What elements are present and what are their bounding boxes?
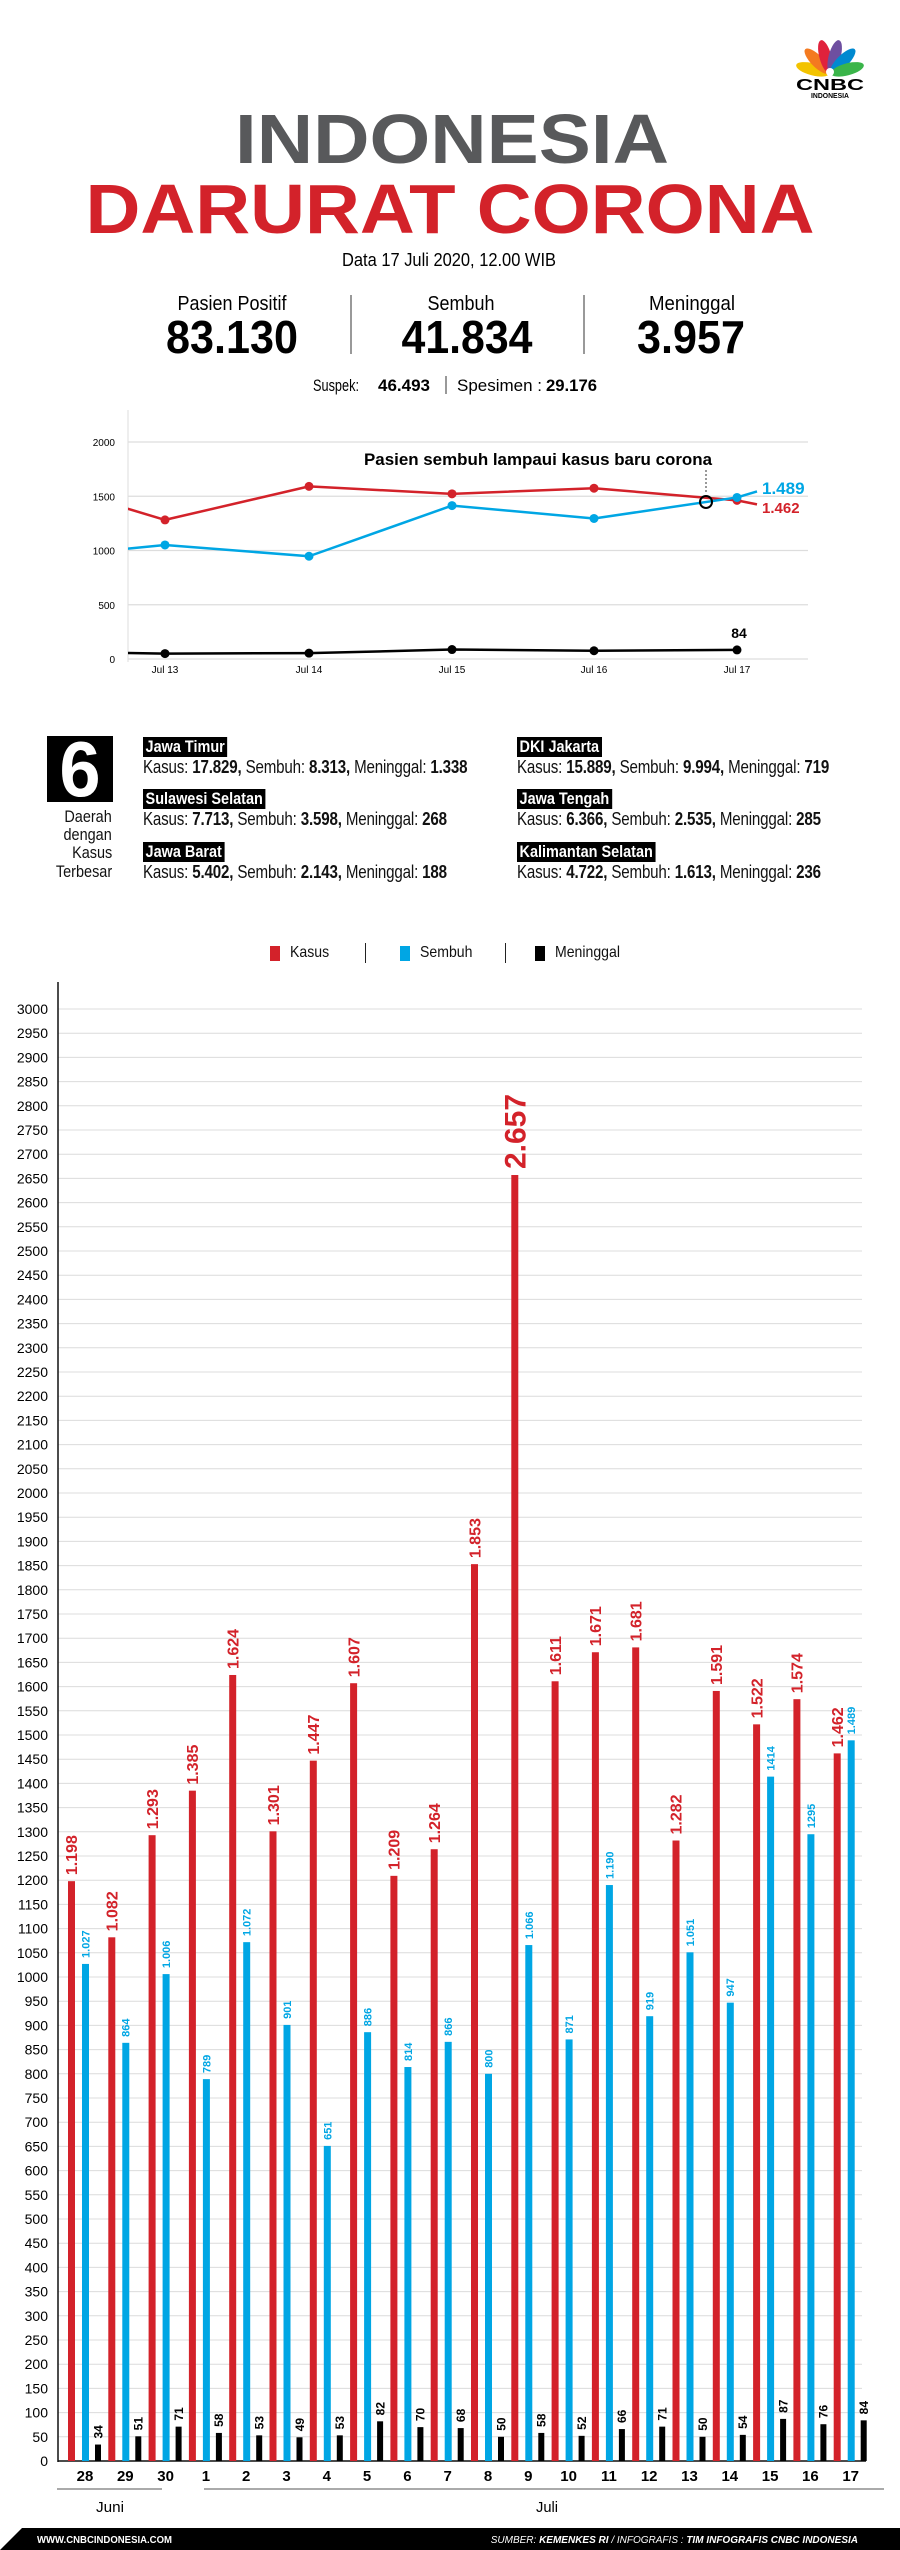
bar-chart-ytick: 0: [40, 2453, 48, 2469]
bar-label-meninggal: 52: [574, 2416, 589, 2430]
bar-label-sembuh: 1414: [765, 1746, 778, 1771]
bar-chart-ytick: 1450: [16, 1751, 48, 1768]
bar-chart-ytick: 2400: [16, 1291, 48, 1308]
bar-meninggal: [458, 2428, 464, 2461]
bar-chart-ytick: 1850: [16, 1557, 48, 1574]
bar-chart-ytick: 2700: [16, 1146, 48, 1163]
bar-label-sembuh: 1.190: [604, 1851, 617, 1880]
stat-label-positif: Pasien Positif: [177, 293, 287, 315]
region-value-kasus: 4.722,: [566, 862, 608, 882]
bar-chart-ytick: 2850: [16, 1073, 48, 1090]
bar-kasus: [552, 1681, 559, 2461]
bar-chart-ytick: 2600: [16, 1194, 48, 1211]
bar-chart-ytick: 1800: [16, 1581, 48, 1598]
region-value-meninggal: 236: [796, 862, 821, 882]
bar-chart-ytick: 2250: [16, 1364, 48, 1380]
footer-info-label: / INFOGRAFIS :: [611, 2535, 684, 2546]
bar-chart-ytick: 2500: [16, 1243, 48, 1259]
bar-label-sembuh: 864: [120, 2018, 133, 2037]
bar-sembuh: [727, 2003, 734, 2461]
region-value-sembuh: 3.598,: [300, 809, 342, 829]
region-name: Sulawesi Selatan: [143, 789, 265, 809]
bar-chart-ytick: 2100: [16, 1436, 48, 1453]
region-name: DKI Jakarta: [517, 737, 602, 757]
bar-chart-xtick: 11: [600, 2468, 617, 2485]
bar-label-kasus: 1.607: [346, 1637, 364, 1678]
bar-chart-ytick: 1400: [16, 1775, 48, 1792]
region-caption-line: Daerah: [64, 807, 112, 826]
bar-meninggal: [740, 2435, 746, 2461]
bar-chart-ytick: 50: [32, 2428, 48, 2445]
line-chart-xtick: Jul 15: [438, 665, 466, 676]
region-value-kasus: 7.713,: [192, 809, 234, 829]
bar-chart-ytick: 1900: [16, 1533, 48, 1550]
bar-meninggal: [216, 2433, 222, 2461]
bar-sembuh: [82, 1964, 89, 2461]
line-end-label-kasus: 1.462: [762, 500, 800, 517]
bar-label-meninggal: 76: [816, 2404, 831, 2419]
bar-label-kasus: 1.082: [104, 1891, 122, 1932]
spesimen-label: Spesimen :: [457, 376, 542, 395]
bar-kasus: [793, 1699, 800, 2461]
bar-chart-xtick: 30: [157, 2468, 174, 2485]
bar-kasus: [310, 1761, 317, 2461]
data-date: Data 17 Juli 2020, 12.00 WIB: [342, 250, 556, 270]
bar-chart-ytick: 1600: [16, 1678, 48, 1695]
footer-source-label: SUMBER:: [490, 2535, 537, 2546]
region-value-sembuh: 8.313,: [308, 757, 351, 777]
bar-chart-ytick: 550: [24, 2186, 48, 2203]
region-label-meninggal: Meninggal:: [345, 862, 419, 882]
region-value-sembuh: 9.994,: [682, 757, 725, 777]
bar-label-kasus: 2.657: [499, 1093, 533, 1170]
bar-kasus: [632, 1647, 639, 2461]
bar-sembuh: [485, 2074, 492, 2461]
bar-chart-ytick: 1200: [16, 1872, 48, 1889]
bar-sembuh: [203, 2079, 210, 2461]
bar-label-meninggal: 71: [655, 2407, 670, 2421]
line-chart-xtick: Jul 13: [151, 665, 179, 676]
bar-meninggal: [377, 2421, 383, 2461]
bar-kasus: [270, 1831, 277, 2461]
bar-chart-xtick: 17: [842, 2468, 860, 2485]
bar-chart-xtick: 29: [116, 2468, 134, 2485]
bar-meninggal: [135, 2436, 141, 2461]
bar-label-kasus: 1.574: [789, 1653, 807, 1694]
line-chart-ytick: 500: [98, 600, 115, 612]
bar-chart-ytick: 100: [24, 2404, 48, 2421]
line-end-label-meninggal: 84: [731, 624, 747, 641]
bar-meninggal: [820, 2424, 826, 2461]
region-value-kasus: 6.366,: [566, 809, 608, 829]
region-label-meninggal: Meninggal:: [354, 757, 427, 777]
bar-label-meninggal: 68: [454, 2408, 469, 2423]
region-value-meninggal: 719: [804, 757, 830, 777]
region-value-meninggal: 1.338: [430, 757, 468, 777]
bar-kasus: [471, 1564, 478, 2461]
region-caption-line: Terbesar: [55, 862, 112, 881]
bar-sembuh: [404, 2067, 411, 2461]
bar-label-meninggal: 84: [857, 2400, 872, 2415]
bar-kasus: [149, 1835, 156, 2461]
region-label-meninggal: Meninggal:: [719, 809, 793, 829]
bar-chart-xtick: 28: [76, 2468, 94, 2485]
month-label-juni: Juni: [96, 2499, 124, 2516]
bar-label-sembuh: 1.006: [161, 1940, 174, 1969]
bar-label-sembuh: 1.489: [846, 1706, 859, 1735]
bar-label-meninggal: 70: [413, 2407, 428, 2422]
bar-sembuh: [163, 1974, 170, 2461]
region-value-kasus: 17.829,: [192, 757, 242, 777]
bar-kasus: [592, 1652, 599, 2461]
region-label-kasus: Kasus:: [143, 862, 189, 882]
line-chart-xtick: Jul 14: [295, 665, 323, 676]
region-value-sembuh: 2.143,: [300, 862, 342, 882]
bar-label-meninggal: 87: [776, 2399, 791, 2413]
bar-chart-xtick: 9: [524, 2468, 533, 2485]
bar-chart-ytick: 2300: [16, 1339, 48, 1356]
region-label-sembuh: Sembuh:: [245, 757, 305, 777]
bar-label-meninggal: 58: [212, 2413, 227, 2427]
bar-label-sembuh: 814: [402, 2042, 415, 2062]
bar-chart-xtick: 16: [802, 2468, 819, 2485]
bar-meninggal: [297, 2437, 303, 2461]
bar-chart-ytick: 1300: [16, 1823, 48, 1840]
bar-sembuh: [445, 2042, 452, 2461]
bar-chart-ytick: 300: [24, 2307, 48, 2324]
bar-label-meninggal: 50: [494, 2417, 509, 2431]
bar-chart-ytick: 400: [24, 2259, 48, 2276]
bar-chart-xtick: 8: [483, 2468, 493, 2485]
bar-chart-ytick: 850: [24, 2041, 48, 2058]
bar-chart-ytick: 1950: [16, 1509, 48, 1526]
region-value-sembuh: 1.613,: [674, 862, 716, 882]
stat-label-meninggal: Meninggal: [649, 293, 735, 315]
bar-label-meninggal: 53: [252, 2415, 267, 2430]
legend-label-kasus: Kasus: [290, 944, 330, 961]
bar-label-meninggal: 49: [292, 2417, 307, 2432]
bar-label-meninggal: 66: [615, 2409, 630, 2424]
bar-label-kasus: 1.522: [749, 1678, 767, 1719]
region-label-kasus: Kasus:: [517, 757, 563, 777]
bar-label-kasus: 1.853: [467, 1518, 485, 1559]
bar-kasus: [753, 1724, 760, 2461]
bar-label-sembuh: 800: [483, 2049, 496, 2068]
bar-label-sembuh: 1.072: [241, 1908, 254, 1937]
region-value-meninggal: 188: [422, 862, 447, 882]
bar-meninggal: [337, 2435, 343, 2461]
bar-label-meninggal: 51: [131, 2416, 146, 2431]
bar-chart-ytick: 350: [24, 2283, 48, 2300]
logo-subtext: INDONESIA: [811, 91, 850, 100]
bar-chart-ytick: 200: [24, 2356, 48, 2373]
region-value-meninggal: 285: [796, 809, 821, 829]
bar-chart-ytick: 1050: [16, 1944, 48, 1961]
region-value-meninggal: 268: [422, 809, 447, 829]
bar-chart-xtick: 4: [322, 2468, 331, 2485]
bar-chart-xtick: 1: [201, 2468, 211, 2485]
bar-label-sembuh: 1.027: [80, 1930, 93, 1958]
bar-sembuh: [364, 2032, 371, 2461]
bar-chart-ytick: 1550: [16, 1702, 48, 1719]
bar-label-sembuh: 919: [644, 1991, 657, 2011]
bar-chart-ytick: 750: [24, 2090, 48, 2106]
bar-chart-ytick: 2550: [16, 1218, 48, 1235]
stat-value-meninggal: 3.957: [637, 311, 745, 363]
line-chart-annotation: Pasien sembuh lampaui kasus baru corona: [364, 450, 713, 469]
bar-chart-ytick: 1350: [16, 1799, 48, 1816]
bar-chart-ytick: 2200: [16, 1388, 48, 1405]
bar-sembuh: [284, 2025, 291, 2461]
bar-sembuh: [606, 1885, 613, 2461]
bar-chart-xtick: 3: [282, 2468, 291, 2485]
bar-label-sembuh: 1.051: [684, 1918, 697, 1947]
bar-kasus: [834, 1753, 841, 2461]
region-label-kasus: Kasus:: [143, 809, 189, 829]
bar-chart-xtick: 15: [761, 2468, 779, 2485]
bar-label-kasus: 1.301: [265, 1785, 283, 1826]
region-name: Jawa Timur: [143, 737, 227, 757]
bar-label-kasus: 1.611: [547, 1636, 565, 1676]
bar-chart-ytick: 1500: [16, 1727, 48, 1743]
region-caption-line: dengan: [63, 825, 112, 844]
region-label-sembuh: Sembuh:: [237, 809, 297, 829]
bar-label-kasus: 1.671: [588, 1606, 606, 1647]
bar-chart-ytick: 1100: [17, 1920, 48, 1937]
region-caption-line: Kasus: [71, 843, 112, 862]
logo-text: CNBC: [796, 77, 865, 94]
bar-label-sembuh: 901: [281, 2000, 294, 2019]
bar-chart-ytick: 2900: [16, 1049, 48, 1066]
bar-chart-ytick: 3000: [16, 1001, 48, 1017]
line-chart-ytick: 2000: [92, 438, 115, 449]
bar-chart-xtick: 7: [443, 2468, 452, 2485]
region-label-kasus: Kasus:: [517, 809, 563, 829]
footer-website[interactable]: WWW.CNBCINDONESIA.COM: [37, 2535, 172, 2546]
bar-label-sembuh: 866: [443, 2017, 456, 2036]
bar-chart-xtick: 14: [721, 2468, 739, 2485]
bar-label-meninggal: 34: [91, 2425, 106, 2439]
bar-label-kasus: 1.447: [306, 1714, 324, 1755]
bar-sembuh: [646, 2016, 653, 2461]
bar-chart-xtick: 10: [560, 2468, 577, 2485]
bar-label-kasus: 1.624: [225, 1628, 243, 1669]
bar-chart-ytick: 1250: [16, 1848, 48, 1864]
month-label-juli: Juli: [536, 2499, 558, 2516]
bar-meninggal: [619, 2429, 625, 2461]
bar-label-kasus: 1.462: [829, 1707, 847, 1748]
bar-meninggal: [498, 2437, 504, 2461]
bar-meninggal: [579, 2436, 585, 2461]
bar-chart-ytick: 2450: [16, 1267, 48, 1284]
bar-chart-ytick: 950: [24, 1993, 48, 2010]
bar-label-kasus: 1.264: [426, 1803, 444, 1844]
region-name: Kalimantan Selatan: [517, 842, 655, 862]
bar-chart-ytick: 600: [24, 2162, 48, 2179]
legend-label-sembuh: Sembuh: [420, 944, 473, 961]
bar-label-meninggal: 71: [171, 2407, 186, 2421]
footer-credits: [491, 2535, 858, 2546]
bar-chart-ytick: 450: [24, 2235, 48, 2252]
bar-label-kasus: 1.681: [628, 1601, 646, 1642]
bar-meninggal: [780, 2419, 786, 2461]
suspek-label: Suspek:: [313, 376, 359, 395]
bar-chart-ytick: 150: [24, 2380, 48, 2397]
bar-label-meninggal: 53: [333, 2415, 348, 2430]
bar-kasus: [431, 1849, 438, 2461]
line-chart-ytick: 0: [109, 655, 115, 666]
bar-chart-ytick: 2150: [16, 1412, 48, 1429]
bar-meninggal: [861, 2420, 867, 2461]
bar-label-sembuh: 1295: [805, 1803, 818, 1829]
bar-chart-ytick: 2750: [16, 1122, 48, 1138]
bar-sembuh: [122, 2043, 129, 2461]
region-label-kasus: Kasus:: [143, 757, 189, 777]
bar-kasus: [68, 1881, 75, 2461]
bar-sembuh: [687, 1952, 694, 2461]
bar-meninggal: [700, 2437, 706, 2461]
bar-meninggal: [95, 2445, 101, 2461]
bar-chart-ytick: 1750: [16, 1606, 48, 1622]
bar-meninggal: [176, 2427, 182, 2461]
spesimen-value: 29.176: [546, 376, 597, 395]
bar-chart-ytick: 900: [24, 2017, 48, 2034]
title-line2: DARURAT CORONA: [85, 170, 815, 248]
bar-kasus: [229, 1675, 236, 2461]
bar-label-kasus: 1.591: [709, 1644, 727, 1685]
bar-chart-ytick: 2800: [16, 1097, 48, 1114]
bar-chart-xtick: 2: [242, 2468, 251, 2485]
bar-label-kasus: 1.282: [668, 1794, 686, 1835]
stat-label-sembuh: Sembuh: [427, 293, 495, 315]
bar-label-meninggal: 82: [373, 2401, 388, 2416]
bar-chart-ytick: 2950: [16, 1025, 48, 1042]
bar-kasus: [108, 1937, 115, 2461]
bar-chart-xtick: 13: [681, 2468, 698, 2485]
bar-meninggal: [256, 2435, 262, 2461]
line-chart-xtick: Jul 17: [723, 665, 751, 676]
bar-kasus: [713, 1691, 720, 2461]
bar-chart-ytick: 800: [24, 2065, 48, 2082]
bar-chart-ytick: 2000: [16, 1485, 48, 1501]
line-chart-ytick: 1500: [92, 492, 115, 504]
region-label-sembuh: Sembuh:: [611, 809, 671, 829]
bar-label-sembuh: 871: [564, 2015, 577, 2034]
bar-kasus: [511, 1175, 518, 2461]
bar-chart-ytick: 700: [24, 2114, 48, 2131]
bar-chart-ytick: 1650: [16, 1654, 48, 1671]
bar-kasus: [189, 1791, 196, 2461]
region-label-sembuh: Sembuh:: [237, 862, 297, 882]
stat-value-positif: 83.130: [166, 311, 298, 363]
footer-source: KEMENKES RI: [539, 2535, 609, 2546]
bar-label-kasus: 1.293: [144, 1789, 162, 1830]
bar-chart-ytick: 2650: [16, 1170, 48, 1187]
bar-label-kasus: 1.209: [386, 1829, 404, 1870]
bar-chart-xtick: 6: [403, 2468, 412, 2485]
bar-sembuh: [324, 2146, 331, 2461]
line-chart-ytick: 1000: [92, 546, 115, 558]
bar-sembuh: [525, 1945, 532, 2461]
bar-meninggal: [538, 2433, 544, 2461]
bar-kasus: [390, 1876, 397, 2461]
bar-sembuh: [807, 1834, 814, 2461]
bar-label-kasus: 1.385: [185, 1744, 203, 1785]
legend-label-meninggal: Meninggal: [555, 944, 620, 961]
region-label-kasus: Kasus:: [517, 862, 563, 882]
bar-chart-ytick: 2350: [16, 1315, 48, 1332]
bar-label-kasus: 1.198: [64, 1835, 82, 1876]
bar-meninggal: [417, 2427, 423, 2461]
bar-meninggal: [659, 2427, 665, 2461]
bar-chart-ytick: 1150: [17, 1896, 48, 1913]
bar-chart-ytick: 650: [24, 2138, 48, 2155]
bar-chart-ytick: 500: [24, 2211, 48, 2227]
bar-label-meninggal: 54: [736, 2415, 751, 2429]
region-value-sembuh: 2.535,: [674, 809, 716, 829]
region-label-meninggal: Meninggal:: [345, 809, 419, 829]
region-count: 6: [59, 725, 101, 813]
region-name: Jawa Barat: [143, 842, 224, 862]
suspek-value: 46.493: [378, 376, 430, 395]
line-end-label-sembuh: 1.489: [762, 479, 805, 498]
bar-chart-xtick: 12: [640, 2468, 658, 2485]
bar-chart-ytick: 2050: [16, 1460, 48, 1477]
bar-chart-xtick: 5: [362, 2468, 372, 2485]
bar-label-meninggal: 50: [695, 2417, 710, 2431]
region-value-kasus: 5.402,: [192, 862, 234, 882]
stat-value-sembuh: 41.834: [401, 311, 533, 363]
bar-sembuh: [767, 1777, 774, 2461]
bar-label-sembuh: 947: [725, 1978, 738, 1997]
bar-chart-ytick: 1000: [16, 1969, 48, 1985]
bar-sembuh: [848, 1740, 855, 2461]
region-name: Jawa Tengah: [517, 789, 612, 809]
line-chart-xtick: Jul 16: [580, 665, 608, 676]
title-line1: INDONESIA: [235, 100, 669, 178]
bar-label-sembuh: 1.066: [523, 1911, 536, 1940]
bar-label-sembuh: 651: [322, 2121, 335, 2140]
bar-kasus: [350, 1683, 357, 2461]
bar-label-sembuh: 886: [362, 2007, 375, 2027]
footer-info: TIM INFOGRAFIS CNBC INDONESIA: [686, 2535, 858, 2546]
region-value-kasus: 15.889,: [566, 757, 616, 777]
region-label-meninggal: Meninggal:: [719, 862, 793, 882]
bar-kasus: [673, 1841, 680, 2461]
region-label-sembuh: Sembuh:: [611, 862, 671, 882]
bar-chart-ytick: 1700: [16, 1630, 48, 1647]
region-label-meninggal: Meninggal:: [728, 757, 801, 777]
region-label-sembuh: Sembuh:: [619, 757, 679, 777]
bar-sembuh: [243, 1942, 250, 2461]
bar-label-meninggal: 58: [534, 2413, 549, 2427]
bar-chart-ytick: 250: [24, 2332, 48, 2348]
bar-sembuh: [566, 2039, 573, 2461]
bar-label-sembuh: 789: [201, 2054, 214, 2074]
